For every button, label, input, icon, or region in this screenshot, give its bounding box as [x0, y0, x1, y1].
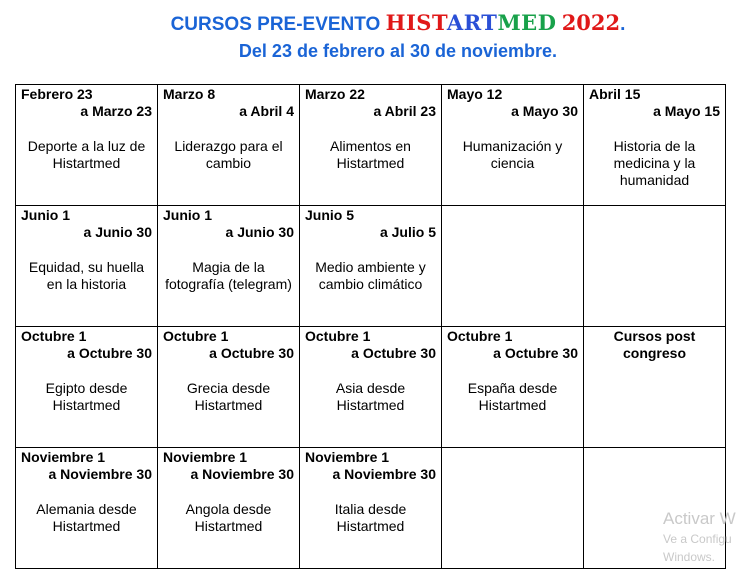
- course-end-date: a Mayo 30: [511, 103, 578, 119]
- course-start-date: Noviembre 1: [21, 449, 106, 465]
- table-row: [16, 448, 726, 569]
- course-topic: Medio ambiente y cambio climático: [315, 259, 426, 292]
- course-cell: [300, 327, 442, 448]
- course-cell: [584, 206, 726, 327]
- course-start-date: Octubre 1: [305, 328, 371, 344]
- course-end-date: a Julio 5: [379, 224, 436, 240]
- course-start-date: Junio 1: [21, 207, 71, 223]
- title-period: .: [620, 14, 626, 35]
- course-schedule-table: [15, 84, 726, 569]
- brand-part-art: ART: [446, 10, 498, 35]
- title-year: 2022: [561, 10, 621, 35]
- course-end-date: a Noviembre 30: [332, 466, 436, 482]
- course-topic: Alemania desde Histartmed: [36, 501, 137, 534]
- course-start-date: Octubre 1: [21, 328, 87, 344]
- course-topic: España desde Histartmed: [467, 380, 558, 413]
- course-cell: [158, 327, 300, 448]
- table-row: [16, 327, 726, 448]
- course-start-date: Octubre 1: [163, 328, 229, 344]
- course-cell: [300, 85, 442, 206]
- course-end-date: a Noviembre 30: [48, 466, 152, 482]
- course-topic: Equidad, su huella en la historia: [28, 259, 145, 292]
- course-end-date: a Junio 30: [83, 224, 152, 240]
- course-topic: Egipto desde Histartmed: [45, 380, 128, 413]
- table-row: [16, 206, 726, 327]
- course-end-date: a Octubre 30: [67, 345, 152, 361]
- course-start-date: Febrero 23: [21, 86, 93, 102]
- course-topic: Angola desde Histartmed: [185, 501, 272, 534]
- table-row: [16, 85, 726, 206]
- course-cell: [158, 206, 300, 327]
- course-start-date: Marzo 8: [163, 86, 216, 102]
- course-start-date: Noviembre 1: [163, 449, 248, 465]
- course-topic: Magia de la fotografía (telegram): [165, 259, 292, 292]
- course-cell: [16, 448, 158, 569]
- cell-heading: Cursos post congreso: [613, 328, 696, 361]
- course-cell: [158, 448, 300, 569]
- course-end-date: a Junio 30: [225, 224, 294, 240]
- course-cell: [584, 85, 726, 206]
- course-topic: Historia de la medicina y la humanidad: [613, 138, 696, 188]
- course-end-date: a Mayo 15: [653, 103, 720, 119]
- course-topic: Italia desde Histartmed: [334, 501, 407, 534]
- watermark-line-2: Ve a Configu: [663, 532, 732, 546]
- course-end-date: a Marzo 23: [80, 103, 152, 119]
- course-end-date: a Octubre 30: [209, 345, 294, 361]
- course-end-date: a Abril 23: [373, 103, 436, 119]
- course-cell: [584, 327, 726, 448]
- course-start-date: Noviembre 1: [305, 449, 390, 465]
- course-end-date: a Abril 4: [239, 103, 294, 119]
- course-cell: [442, 206, 584, 327]
- watermark-line-3: Windows.: [663, 550, 716, 564]
- course-cell: [300, 206, 442, 327]
- course-topic: Humanización y ciencia: [462, 138, 563, 171]
- course-cell: [16, 85, 158, 206]
- course-topic: Asia desde Histartmed: [335, 380, 406, 413]
- course-topic: Grecia desde Histartmed: [186, 380, 271, 413]
- course-cell: [442, 448, 584, 569]
- watermark-line-1: Activar W: [663, 509, 736, 528]
- course-topic: Alimentos en Histartmed: [330, 138, 411, 171]
- course-cell: [442, 327, 584, 448]
- course-start-date: Octubre 1: [447, 328, 513, 344]
- brand-part-hist: HIST: [385, 10, 447, 35]
- course-start-date: Mayo 12: [447, 86, 503, 102]
- course-start-date: Junio 1: [163, 207, 213, 223]
- title-line: [50, 10, 746, 38]
- course-cell: [16, 327, 158, 448]
- windows-activation-watermark: [663, 508, 736, 566]
- course-start-date: Junio 5: [305, 207, 355, 223]
- course-end-date: a Octubre 30: [493, 345, 578, 361]
- course-cell: [442, 85, 584, 206]
- course-end-date: a Octubre 30: [351, 345, 436, 361]
- course-cell: [16, 206, 158, 327]
- course-end-date: a Noviembre 30: [190, 466, 294, 482]
- course-topic: Deporte a la luz de Histartmed: [27, 138, 146, 171]
- title-prefix: CURSOS PRE-EVENTO: [170, 14, 381, 35]
- brand-logo: [386, 10, 557, 35]
- brand-part-med: MED: [497, 10, 557, 35]
- course-cell: [300, 448, 442, 569]
- course-start-date: Marzo 22: [305, 86, 365, 102]
- course-cell: [158, 85, 300, 206]
- page-subtitle: Del 23 de febrero al 30 de noviembre.: [238, 41, 558, 61]
- page-title: [0, 10, 746, 63]
- course-start-date: Abril 15: [589, 86, 641, 102]
- course-topic: Liderazgo para el cambio: [174, 138, 283, 171]
